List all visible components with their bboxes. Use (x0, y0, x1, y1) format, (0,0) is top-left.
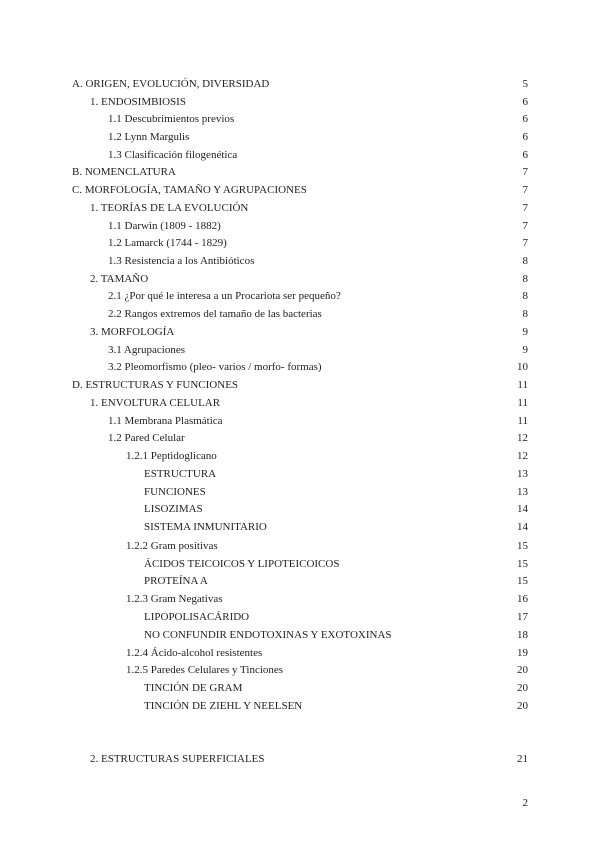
toc-entry-title: 3. MORFOLOGÍA (90, 326, 175, 338)
toc-entry-title: 1.1 Descubrimientos previos (108, 113, 235, 125)
toc-entry[interactable] (0, 448, 600, 464)
toc-entry[interactable] (0, 111, 600, 127)
toc-entry[interactable] (0, 182, 600, 198)
toc-entry-page: 6 (522, 96, 528, 108)
toc-entry-page: 10 (517, 361, 528, 373)
toc-entry-page: 15 (517, 575, 528, 587)
toc-entry-page: 20 (517, 700, 528, 712)
toc-entry-title: 1.2.5 Paredes Celulares y Tinciones (126, 664, 284, 676)
toc-entry-page: 6 (522, 149, 528, 161)
toc-entry-title: 1.2 Lynn Margulis (108, 131, 190, 143)
toc-entry[interactable] (0, 556, 600, 572)
toc-entry[interactable] (0, 271, 600, 287)
toc-entry-title: LISOZIMAS (144, 503, 203, 515)
toc-entry[interactable] (0, 377, 600, 393)
toc-entry-page: 13 (517, 486, 528, 498)
toc-entry-title: 1.2 Lamarck (1744 - 1829) (108, 237, 227, 249)
toc-entry-page: 11 (517, 415, 528, 427)
toc-entry[interactable] (0, 200, 600, 216)
toc-entry-page: 12 (517, 450, 528, 462)
toc-entry[interactable] (0, 306, 600, 322)
toc-entry-title: 1. ENVOLTURA CELULAR (90, 397, 221, 409)
toc-entry[interactable] (0, 662, 600, 678)
toc-entry[interactable] (0, 591, 600, 607)
toc-entry-page: 8 (522, 255, 528, 267)
toc-entry-title: 2. ESTRUCTURAS SUPERFICIALES (90, 753, 265, 765)
toc-entry-title: 1.2.3 Gram Negativas (126, 593, 223, 605)
toc-entry-title: 1. ENDOSIMBIOSIS (90, 96, 186, 108)
toc-entry[interactable] (0, 609, 600, 625)
toc-entry[interactable] (0, 466, 600, 482)
toc-entry-title: 2. TAMAÑO (90, 273, 149, 285)
toc-entry[interactable] (0, 645, 600, 661)
toc-entry-page: 9 (522, 326, 528, 338)
toc-entry-page: 17 (517, 611, 528, 623)
toc-entry-page: 20 (517, 682, 528, 694)
toc-entry-page: 18 (517, 629, 528, 641)
toc-entry[interactable] (0, 573, 600, 589)
toc-entry-title: 1.2.1 Peptidoglicano (126, 450, 217, 462)
toc-entry-page: 7 (522, 237, 528, 249)
toc-entry[interactable] (0, 288, 600, 304)
toc-entry-page: 6 (522, 131, 528, 143)
toc-entry[interactable] (0, 698, 600, 714)
toc-entry-title: LIPOPOLISACÁRIDO (144, 611, 250, 623)
toc-entry[interactable] (0, 538, 600, 554)
toc-entry-title: C. MORFOLOGÍA, TAMAÑO Y AGRUPACIONES (72, 184, 307, 196)
toc-entry-page: 19 (517, 647, 528, 659)
toc-entry-title: ESTRUCTURA (144, 468, 217, 480)
toc-entry-title: SISTEMA INMUNITARIO (144, 521, 267, 533)
toc-entry-title: B. NOMENCLATURA (72, 166, 176, 178)
toc-entry[interactable] (0, 129, 600, 145)
toc-entry-title: 3.1 Agrupaciones (108, 344, 185, 356)
toc-entry-page: 15 (517, 558, 528, 570)
toc-entry[interactable] (0, 359, 600, 375)
toc-entry-title: ÁCIDOS TEICOICOS Y LIPOTEICOICOS (144, 558, 340, 570)
toc-entry-page: 12 (517, 432, 528, 444)
toc-entry-page: 14 (517, 521, 528, 533)
toc-entry[interactable] (0, 680, 600, 696)
toc-entry-page: 7 (522, 184, 528, 196)
toc-entry[interactable] (0, 484, 600, 500)
toc-entry[interactable] (0, 235, 600, 251)
toc-entry[interactable] (0, 76, 600, 92)
toc-entry-page: 8 (522, 273, 528, 285)
toc-entry-title: 3.2 Pleomorfismo (pleo- varios / morfo- formas) (108, 361, 322, 373)
toc-entry-page: 15 (517, 540, 528, 552)
toc-entry-page: 20 (517, 664, 528, 676)
toc-entry-page: 14 (517, 503, 528, 515)
toc-entry-title: 1.3 Clasificación filogenética (108, 149, 238, 161)
toc-entry[interactable] (0, 627, 600, 643)
toc-entry-page: 11 (517, 379, 528, 391)
page-number: 2 (522, 797, 528, 809)
toc-entry[interactable] (0, 253, 600, 269)
toc-entry[interactable] (0, 751, 600, 767)
toc-entry-title: FUNCIONES (144, 486, 206, 498)
toc-entry-page: 13 (517, 468, 528, 480)
toc-entry[interactable] (0, 324, 600, 340)
toc-entry[interactable] (0, 413, 600, 429)
toc-entry[interactable] (0, 164, 600, 180)
toc-entry[interactable] (0, 94, 600, 110)
toc-entry-title: TINCIÓN DE ZIEHL Y NEELSEN (144, 700, 303, 712)
toc-entry-page: 16 (517, 593, 528, 605)
toc-entry-page: 21 (517, 753, 528, 765)
toc-entry-title: 1.2.2 Gram positivas (126, 540, 218, 552)
toc-entry-page: 8 (522, 308, 528, 320)
toc-entry-title: A. ORIGEN, EVOLUCIÓN, DIVERSIDAD (72, 78, 270, 90)
toc-entry-title: 2.2 Rangos extremos del tamaño de las bacterias (108, 308, 322, 320)
toc-entry[interactable] (0, 501, 600, 517)
toc-entry-title: 1.2.4 Ácido-alcohol resistentes (126, 647, 263, 659)
toc-entry-title: TINCIÓN DE GRAM (144, 682, 243, 694)
toc-entry[interactable] (0, 218, 600, 234)
toc-entry-page: 11 (517, 397, 528, 409)
toc-entry-title: D. ESTRUCTURAS Y FUNCIONES (72, 379, 239, 391)
toc-entry[interactable] (0, 342, 600, 358)
toc-entry-page: 8 (522, 290, 528, 302)
toc-entry-title: NO CONFUNDIR ENDOTOXINAS Y EXOTOXINAS (144, 629, 392, 641)
toc-entry-page: 5 (522, 78, 528, 90)
toc-entry-page: 7 (522, 220, 528, 232)
toc-entry[interactable] (0, 519, 600, 535)
toc-entry-page: 6 (522, 113, 528, 125)
toc-entry-title: 1. TEORÍAS DE LA EVOLUCIÓN (90, 202, 249, 214)
toc-entry-page: 9 (522, 344, 528, 356)
toc-entry-title: PROTEÍNA A (144, 575, 208, 587)
toc-entry-title: 1.1 Membrana Plasmática (108, 415, 223, 427)
toc-entry-title: 1.2 Pared Celular (108, 432, 185, 444)
toc-entry-page: 7 (522, 166, 528, 178)
toc-entry-title: 2.1 ¿Por qué le interesa a un Procariota ser pequeño? (108, 290, 341, 302)
toc-entry-title: 1.3 Resistencia a los Antibióticos (108, 255, 255, 267)
toc-entry-title: 1.1 Darwin (1809 - 1882) (108, 220, 221, 232)
toc-entry[interactable] (0, 430, 600, 446)
toc-entry[interactable] (0, 147, 600, 163)
toc-entry-page: 7 (522, 202, 528, 214)
toc-entry[interactable] (0, 395, 600, 411)
